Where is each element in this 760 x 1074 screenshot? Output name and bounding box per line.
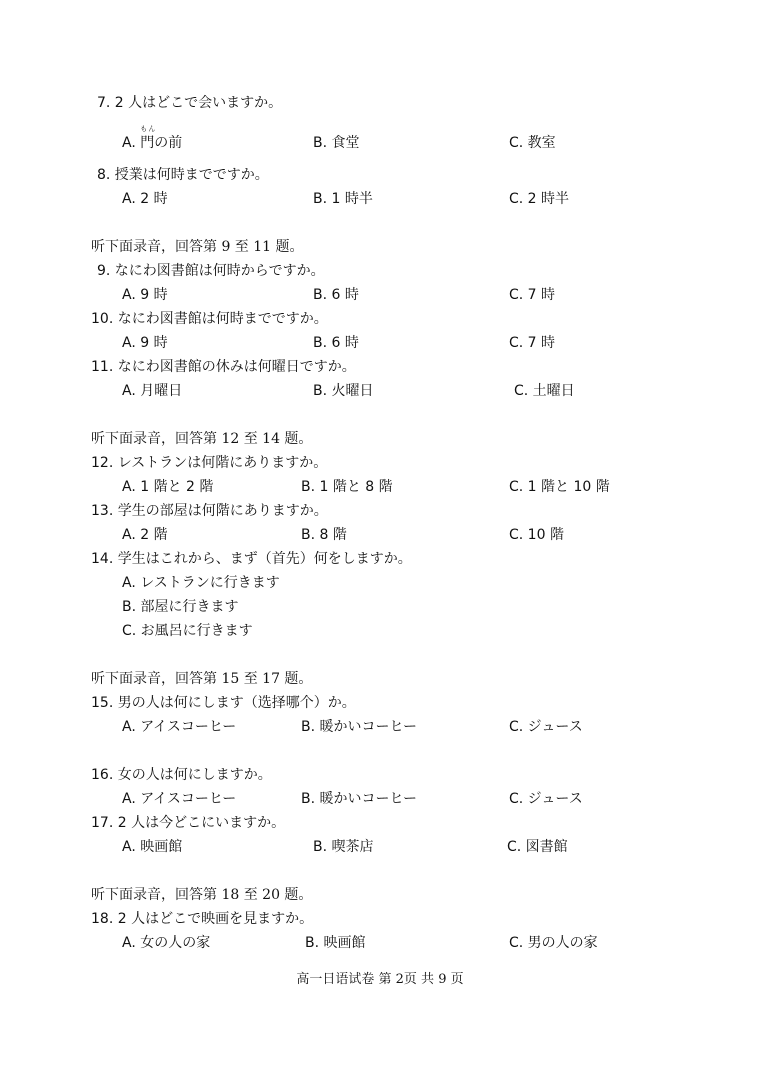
question-text: 8. 授業は何時までですか。: [97, 167, 269, 183]
answer-option: A. 2 階: [122, 527, 168, 543]
answer-option: C. 7 時: [509, 287, 556, 303]
answer-option: C. 1 階と 10 階: [509, 479, 610, 495]
answer-option: A. 門 もん の前: [122, 125, 183, 151]
answer-option: C. ジュース: [509, 791, 583, 807]
ruby-base: 門 もん: [140, 125, 157, 151]
answer-option: B. 食堂: [313, 135, 360, 151]
question-text: 7. 2 人はどこで会いますか。: [97, 95, 283, 111]
answer-option: B. 部屋に行きます: [122, 599, 239, 615]
answer-option: C. 7 時: [509, 335, 556, 351]
answer-option: A. 月曜日: [122, 383, 183, 399]
question-text: 18. 2 人はどこで映画を見ますか。: [91, 911, 314, 927]
page-footer: 高一日语试卷 第 2页 共 9 页: [296, 972, 464, 987]
answer-option: B. 1 時半: [313, 191, 373, 207]
section-instruction: 听下面录音，回答第 9 至 11 题。: [91, 239, 304, 255]
answer-option: B. 8 階: [301, 527, 347, 543]
question-text: 10. なにわ図書館は何時までですか。: [91, 311, 328, 327]
answer-option: C. 図書館: [507, 839, 568, 855]
answer-option: A. 映画館: [122, 839, 183, 855]
answer-option: C. 土曜日: [514, 383, 575, 399]
section-instruction: 听下面录音，回答第 18 至 20 题。: [91, 887, 313, 903]
question-text: 13. 学生の部屋は何階にありますか。: [91, 503, 328, 519]
question-text: 16. 女の人は何にしますか。: [91, 767, 272, 783]
question-text: 11. なにわ図書館の休みは何曜日ですか。: [91, 359, 356, 375]
answer-option: C. お風呂に行きます: [122, 623, 253, 639]
answer-option: A. 9 時: [122, 335, 168, 351]
answer-option: C. 男の人の家: [509, 935, 598, 951]
answer-option: C. ジュース: [509, 719, 583, 735]
question-text: 12. レストランは何階にありますか。: [91, 455, 328, 471]
ruby-annotation: もん: [140, 125, 157, 133]
question-text: 17. 2 人は今どこにいますか。: [91, 815, 286, 831]
answer-option: C. 教室: [509, 135, 556, 151]
answer-option: B. 6 時: [313, 287, 359, 303]
answer-option: B. 映画館: [305, 935, 366, 951]
answer-option: B. 1 階と 8 階: [301, 479, 393, 495]
answer-option: B. 暖かいコーヒー: [301, 791, 417, 807]
question-text: 9. なにわ図書館は何時からですか。: [97, 263, 325, 279]
answer-option: A. レストランに行きます: [122, 575, 280, 591]
answer-option: B. 暖かいコーヒー: [301, 719, 417, 735]
question-text: 15. 男の人は何にします（选择哪个）か。: [91, 695, 356, 711]
answer-option: A. 女の人の家: [122, 935, 211, 951]
answer-option: C. 10 階: [509, 527, 564, 543]
answer-option: A. 1 階と 2 階: [122, 479, 214, 495]
answer-option: A. 2 時: [122, 191, 168, 207]
answer-option: C. 2 時半: [509, 191, 570, 207]
answer-option: B. 火曜日: [313, 383, 374, 399]
answer-option: B. 喫茶店: [313, 839, 374, 855]
answer-option: B. 6 時: [313, 335, 359, 351]
answer-option: A. アイスコーヒー: [122, 719, 237, 735]
section-instruction: 听下面录音，回答第 12 至 14 题。: [91, 431, 313, 447]
answer-option: A. アイスコーヒー: [122, 791, 237, 807]
question-text: 14. 学生はこれから、まず（首先）何をしますか。: [91, 551, 412, 567]
answer-option: A. 9 時: [122, 287, 168, 303]
section-instruction: 听下面录音，回答第 15 至 17 题。: [91, 671, 313, 687]
